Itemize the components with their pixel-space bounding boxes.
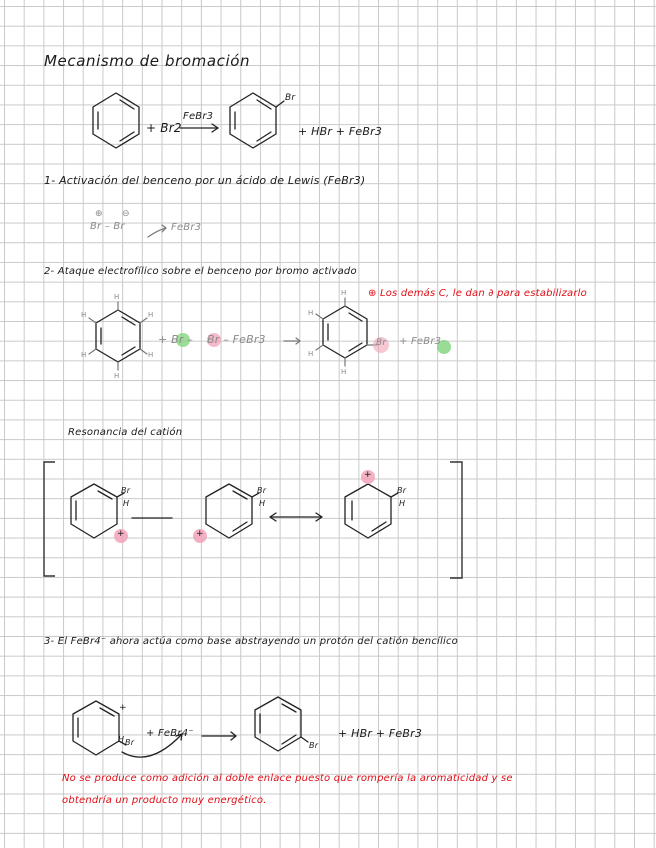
resonance-h-2: H [259, 499, 266, 508]
bromobenzene-final [255, 697, 308, 751]
benzene-attack [89, 302, 147, 370]
h-label: H [148, 311, 154, 319]
final-note-line2: obtendría un producto muy energético. [62, 795, 267, 806]
step3-heading: 3- El FeBr4⁻ ahora actúa como base abstrayendo un protón del catión bencílico [44, 636, 458, 647]
step2-note: ⊕ Los demás C, le dan ∂ para estabilizarlo [368, 288, 587, 299]
h-label: H [341, 289, 347, 297]
h-label: H [81, 311, 87, 319]
page-title: Mecanismo de bromación [44, 52, 251, 70]
h-label: H [308, 350, 314, 358]
h-label: H [308, 309, 314, 317]
bromobenzene-attack-product [316, 298, 377, 366]
h-label: H [114, 372, 120, 380]
h-label: H [81, 351, 87, 359]
final-note-line1: No se produce como adición al doble enlace puesto que rompería la aromaticidad y se [62, 773, 513, 784]
attack-plus-febr: + FeBr3 [399, 336, 442, 347]
resonance-h-3: H [399, 499, 406, 508]
bromine-molecule: Br – Br [90, 221, 125, 232]
charge-plus: ⊕ [95, 209, 103, 219]
resonance-title: Resonancia del catión [68, 427, 183, 438]
resonance-plus-2: + [196, 529, 204, 539]
resonance-br-3: Br [397, 486, 407, 495]
charge-minus: ⊖ [122, 209, 130, 219]
eq1-byproducts: + HBr + FeBr3 [298, 125, 383, 138]
resonance-br-1: Br [121, 486, 131, 495]
step3-cation-h: H [118, 735, 125, 744]
step3-arrow [202, 732, 236, 740]
step3-cation-br: Br [125, 738, 135, 747]
activation-arrow [148, 225, 166, 237]
benzene-reactant [93, 93, 139, 148]
resonance-h-1: H [123, 499, 130, 508]
h-label: H [114, 293, 120, 301]
step3-product-sub: Br [309, 741, 319, 750]
bromine-complex: Br – FeBr3 [207, 333, 266, 346]
reaction-arrow-1 [180, 124, 218, 132]
bromobenzene-product [230, 93, 284, 148]
step2-heading: 2- Ataque electrofílico sobre el benceno por bromo activado [44, 266, 357, 277]
step3-reagent: + FeBr4⁻ [146, 728, 194, 739]
h-label: H [148, 351, 154, 359]
electrophilic-bromine: + Br – [158, 333, 194, 346]
resonance-plus-3: + [364, 470, 372, 480]
eq1-product-sub: Br [285, 93, 296, 103]
step1-heading: 1- Activación del benceno por un ácido de Lewis (FeBr3) [44, 174, 366, 187]
step2-arrow [284, 338, 300, 344]
attack-product-br: Br [376, 338, 387, 348]
resonance-structure-2 [206, 484, 259, 538]
resonance-br-2: Br [257, 486, 267, 495]
resonance-arrow-2 [270, 513, 322, 521]
resonance-brackets [44, 462, 462, 578]
resonance-structure-3 [345, 484, 398, 538]
eq1-plus-bromine: + Br2 [146, 121, 182, 135]
h-label: H [341, 368, 347, 376]
step3-byproducts: + HBr + FeBr3 [338, 727, 423, 740]
eq1-catalyst: FeBr3 [183, 111, 214, 122]
step1-febr3: FeBr3 [171, 222, 202, 233]
resonance-plus-1: + [117, 529, 125, 539]
step3-cation-plus: + [119, 703, 127, 713]
